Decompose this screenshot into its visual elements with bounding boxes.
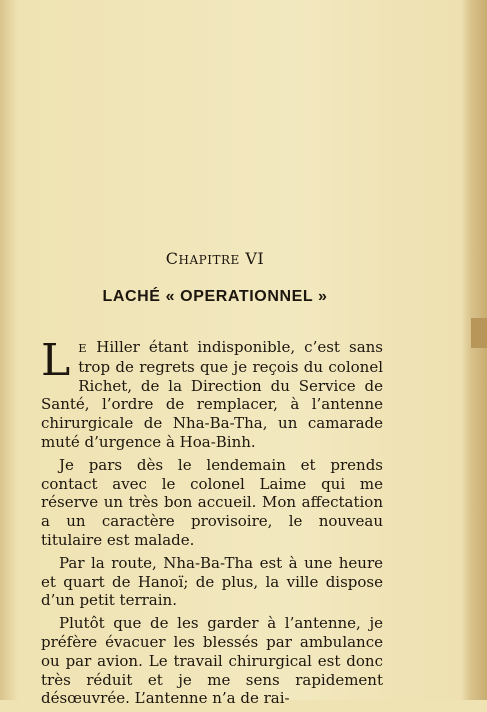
- chapter-number: VI: [245, 249, 265, 268]
- paragraph-2: Je pars dès le lendemain et prends contact avec le colonel Laime qui me réserve un très bon accueil. Mon affectation a un caractère provisoire, le nouveau titulaire est malade.: [41, 455, 383, 549]
- paragraph-1-smallcap: E: [78, 341, 88, 355]
- page-edge-shadow: [461, 0, 487, 700]
- chapter-heading-initial: C: [165, 249, 179, 268]
- body-text: [41, 335, 383, 712]
- chapter-heading-word: HAPITRE: [178, 253, 240, 267]
- paragraph-1: [41, 335, 383, 452]
- chapter-heading: [0, 249, 430, 268]
- page-tab-marker: [471, 318, 487, 348]
- paragraph-3: Par la route, Nha-Ba-Tha est à une heure et quart de Hanoï; de plus, la ville dispose d’un petit terrain.: [41, 553, 383, 610]
- paragraph-4: Plutôt que de les garder à l’antenne, je préfère évacuer les blessés par ambulance ou par avion. Le travail chirurgical est donc très réduit et je me sens rapidement désœuvrée. L’antenne n’a de rai-: [41, 614, 383, 708]
- drop-cap: L: [41, 335, 71, 386]
- paragraph-1-text: Hiller étant indisponible, c’est sans trop de regrets que je reçois du colonel Richet, de la Direction du Service de Santé, l’ordre de remplacer, à l’antenne chirurgicale de Nha-Ba-Tha, un camarade muté d’urgence à Hoa-Binh.: [41, 338, 383, 451]
- chapter-title: LACHÉ « OPERATIONNEL »: [102, 288, 328, 305]
